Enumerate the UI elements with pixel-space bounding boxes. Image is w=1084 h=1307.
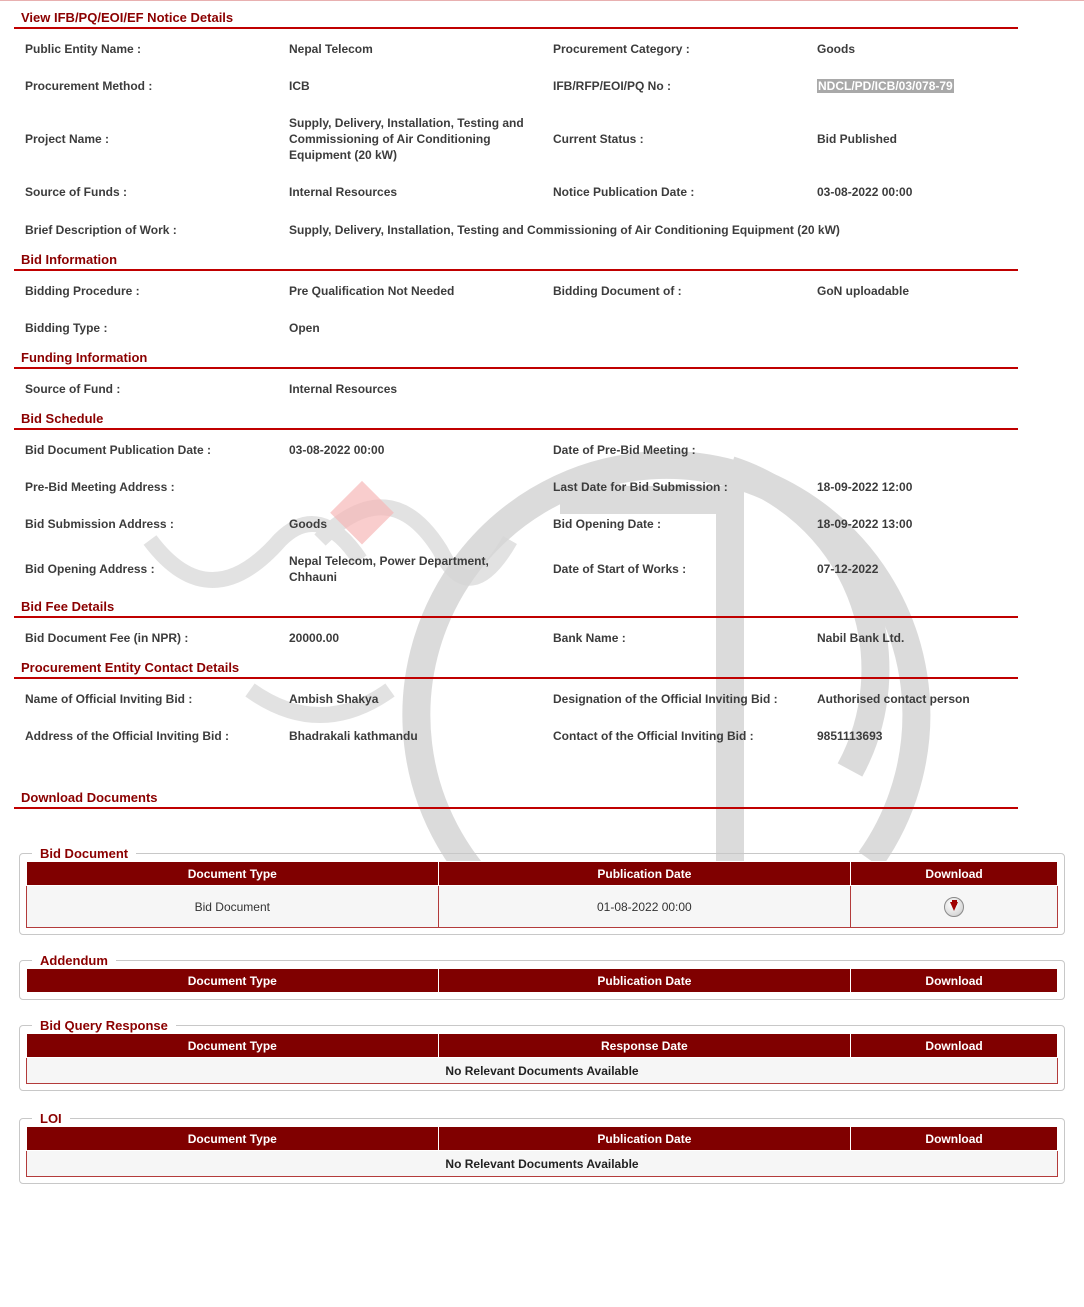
bid-query-response-legend: Bid Query Response: [40, 1018, 168, 1033]
section-divider: [14, 616, 1018, 618]
project-name-value: Supply, Delivery, Installation, Testing and Commissioning of Air Conditioning Equipment (20 kW): [289, 116, 524, 162]
download-documents-title: Download Documents: [21, 790, 158, 805]
source-of-funds-value: Internal Resources: [289, 185, 398, 199]
bid-information-title: Bid Information: [21, 252, 118, 267]
notice-publication-date-label: Notice Publication Date :: [553, 185, 695, 199]
column-header-publication-date: Publication Date: [438, 1127, 851, 1151]
bid-document-fee-value: 20000.00: [289, 631, 340, 645]
section-divider: [14, 27, 1018, 29]
bid-submission-address-label: Bid Submission Address :: [25, 517, 174, 531]
procurement-category-value: Goods: [817, 42, 855, 56]
brief-description-value: Supply, Delivery, Installation, Testing and Commissioning of Air Conditioning Equipment (20 kW): [289, 223, 840, 237]
current-status-value: Bid Published: [817, 132, 898, 146]
column-header-response-date: Response Date: [438, 1034, 851, 1058]
bid-document-publication-date-value: 03-08-2022 00:00: [289, 443, 385, 457]
download-arrow-icon[interactable]: [944, 897, 964, 917]
column-header-document-type: Document Type: [27, 969, 439, 993]
table-header-row: [27, 1127, 1058, 1151]
column-header-download: Download: [851, 1127, 1058, 1151]
official-contact-label: Contact of the Official Inviting Bid :: [553, 729, 754, 743]
column-header-document-type: Document Type: [27, 1127, 439, 1151]
official-address-value: Bhadrakali kathmandu: [289, 729, 418, 743]
designation-value: Authorised contact person: [817, 692, 970, 706]
empty-message: No Relevant Documents Available: [27, 1058, 1058, 1084]
pre-bid-meeting-address-label: Pre-Bid Meeting Address :: [25, 480, 175, 494]
current-status-label: Current Status :: [553, 132, 644, 146]
table-header-row: [27, 1034, 1058, 1058]
public-entity-label: Public Entity Name :: [25, 42, 142, 56]
addendum-legend: Addendum: [40, 953, 108, 968]
official-name-value: Ambish Shakya: [289, 692, 379, 706]
source-of-fund-label: Source of Fund :: [25, 382, 121, 396]
source-of-fund-value: Internal Resources: [289, 382, 398, 396]
bid-document-legend: Bid Document: [40, 846, 129, 861]
column-header-document-type: Document Type: [27, 1034, 439, 1058]
notice-publication-date-value: 03-08-2022 00:00: [817, 185, 913, 199]
last-date-submission-label: Last Date for Bid Submission :: [553, 480, 728, 494]
brief-description-label: Brief Description of Work :: [25, 223, 177, 237]
empty-message: No Relevant Documents Available: [27, 1151, 1058, 1177]
bid-document-table: [26, 861, 1058, 928]
bid-query-response-table: [26, 1033, 1058, 1084]
bid-fee-details-title: Bid Fee Details: [21, 599, 115, 614]
bid-opening-date-value: 18-09-2022 13:00: [817, 517, 913, 531]
start-of-works-label: Date of Start of Works :: [553, 562, 687, 576]
bid-submission-address-value: Goods: [289, 517, 327, 531]
official-contact-value: 9851113693: [817, 729, 883, 743]
source-of-funds-label: Source of Funds :: [25, 185, 127, 199]
bid-opening-address-label: Bid Opening Address :: [25, 562, 155, 576]
official-name-label: Name of Official Inviting Bid :: [25, 692, 193, 706]
section-divider: [14, 269, 1018, 271]
column-header-download: Download: [851, 1034, 1058, 1058]
official-address-label: Address of the Official Inviting Bid :: [25, 729, 230, 743]
section-divider: [14, 807, 1018, 809]
section-divider: [14, 677, 1018, 679]
bidding-document-of-label: Bidding Document of :: [553, 284, 682, 298]
contact-details-title: Procurement Entity Contact Details: [21, 660, 240, 675]
bidding-procedure-value: Pre Qualification Not Needed: [289, 284, 455, 298]
loi-table: [26, 1126, 1058, 1177]
last-date-submission-value: 18-09-2022 12:00: [817, 480, 913, 494]
ifb-number-value[interactable]: [817, 78, 1067, 94]
procurement-category-label: Procurement Category :: [553, 42, 690, 56]
project-name-label: Project Name :: [25, 132, 110, 146]
ifb-number-text[interactable]: NDCL/PD/ICB/03/078-79: [818, 79, 953, 93]
start-of-works-value: 07-12-2022: [817, 562, 879, 576]
bid-document-publication-date-label: Bid Document Publication Date :: [25, 443, 212, 457]
bid-opening-date-label: Bid Opening Date :: [553, 517, 661, 531]
bidding-type-value: Open: [289, 321, 320, 335]
top-border: [0, 0, 1084, 1]
loi-legend: LOI: [40, 1111, 62, 1126]
bid-query-response-fieldset: [19, 1018, 1065, 1091]
bidding-procedure-label: Bidding Procedure :: [25, 284, 140, 298]
addendum-fieldset: [19, 953, 1065, 1000]
public-entity-value: Nepal Telecom: [289, 42, 373, 56]
column-header-document-type: Document Type: [27, 862, 439, 886]
notice-section-title: View IFB/PQ/EOI/EF Notice Details: [21, 10, 234, 25]
cell-publication-date: 01-08-2022 00:00: [438, 886, 851, 928]
cell-document-type: Bid Document: [27, 886, 439, 928]
table-row: [27, 1058, 1058, 1084]
table-row: [27, 886, 1058, 928]
procurement-method-label: Procurement Method :: [25, 79, 153, 93]
table-header-row: [27, 969, 1058, 993]
bid-document-fee-label: Bid Document Fee (in NPR) :: [25, 631, 189, 645]
column-header-download: Download: [851, 862, 1058, 886]
cell-download: [851, 886, 1058, 928]
procurement-method-value: ICB: [289, 79, 310, 93]
section-divider: [14, 367, 1018, 369]
ifb-number-label: IFB/RFP/EOI/PQ No :: [553, 79, 672, 93]
column-header-publication-date: Publication Date: [438, 969, 851, 993]
column-header-publication-date: Publication Date: [438, 862, 851, 886]
bid-schedule-title: Bid Schedule: [21, 411, 104, 426]
bid-opening-address-value: Nepal Telecom, Power Department, Chhauni: [289, 554, 489, 584]
pre-bid-meeting-date-label: Date of Pre-Bid Meeting :: [553, 443, 696, 457]
bidding-type-label: Bidding Type :: [25, 321, 108, 335]
bank-name-value: Nabil Bank Ltd.: [817, 631, 905, 645]
funding-information-title: Funding Information: [21, 350, 148, 365]
table-header-row: [27, 862, 1058, 886]
designation-label: Designation of the Official Inviting Bid :: [553, 692, 778, 706]
bidding-document-of-value: GoN uploadable: [817, 284, 910, 298]
table-row: [27, 1151, 1058, 1177]
column-header-download: Download: [851, 969, 1058, 993]
watermark-logo: [90, 390, 990, 920]
bid-document-fieldset: [19, 846, 1065, 935]
section-divider: [14, 428, 1018, 430]
loi-fieldset: [19, 1111, 1065, 1184]
bank-name-label: Bank Name :: [553, 631, 626, 645]
addendum-table: [26, 968, 1058, 993]
